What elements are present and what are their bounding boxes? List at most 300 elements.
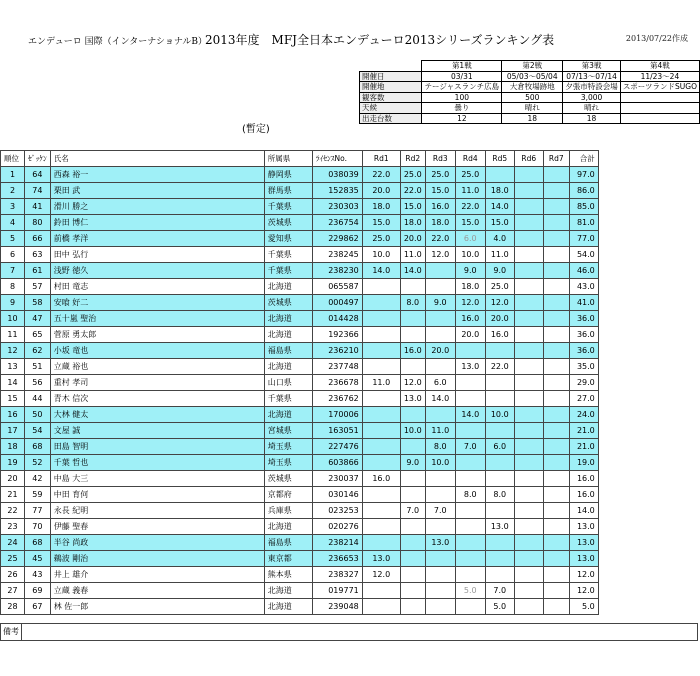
total-points-cell: 13.0 — [569, 551, 598, 567]
round-points-cell — [425, 599, 455, 615]
rider-name-cell: 鵜波 剛治 — [50, 551, 264, 567]
round-points-cell — [485, 535, 514, 551]
round-points-cell — [455, 567, 485, 583]
round-points-cell: 14.0 — [455, 407, 485, 423]
round-points-cell — [514, 391, 543, 407]
round-points-cell — [543, 327, 569, 343]
license-cell: 238230 — [312, 263, 362, 279]
event-info-row — [360, 71, 700, 82]
round-points-cell — [485, 503, 514, 519]
number-cell: 74 — [25, 183, 51, 199]
rank-cell: 5 — [1, 231, 25, 247]
rank-cell: 8 — [1, 279, 25, 295]
page-title: 2013年度 MFJ全日本エンデューロ2013シリーズランキング表 — [205, 33, 555, 47]
round-points-cell — [485, 375, 514, 391]
ranking-row — [1, 407, 599, 423]
round-points-cell — [400, 279, 425, 295]
round-points-cell — [514, 567, 543, 583]
round-points-cell — [485, 455, 514, 471]
prefecture-cell: 北海道 — [264, 519, 312, 535]
round-points-cell: 6.0 — [425, 375, 455, 391]
round-points-cell: 25.0 — [400, 167, 425, 183]
round-points-cell — [543, 343, 569, 359]
event-info-value — [620, 113, 699, 124]
ranking-row — [1, 535, 599, 551]
rank-cell: 18 — [1, 439, 25, 455]
round-points-cell: 20.0 — [425, 343, 455, 359]
round-col-header: Rd4 — [455, 151, 485, 167]
round-points-cell: 5.0 — [485, 599, 514, 615]
prefecture-cell: 北海道 — [264, 279, 312, 295]
event-round-header: 第2戦 — [502, 61, 563, 72]
prefecture-cell: 宮城県 — [264, 423, 312, 439]
round-points-cell — [362, 599, 400, 615]
license-cell: 603866 — [312, 455, 362, 471]
round-points-cell — [425, 279, 455, 295]
round-points-cell — [362, 487, 400, 503]
round-points-cell — [514, 359, 543, 375]
event-info-value: 曇り — [422, 103, 502, 114]
round-points-cell — [543, 199, 569, 215]
ranking-row — [1, 599, 599, 615]
number-cell: 67 — [25, 599, 51, 615]
round-points-cell — [400, 551, 425, 567]
license-cell: 236762 — [312, 391, 362, 407]
round-points-cell: 8.0 — [485, 487, 514, 503]
ranking-row — [1, 359, 599, 375]
license-cell: 000497 — [312, 295, 362, 311]
event-info-value: 500 — [502, 92, 563, 103]
round-points-cell: 9.0 — [485, 263, 514, 279]
round-points-cell: 9.0 — [400, 455, 425, 471]
round-points-cell: 20.0 — [362, 183, 400, 199]
round-points-cell — [514, 407, 543, 423]
round-points-cell — [455, 375, 485, 391]
round-points-cell — [514, 327, 543, 343]
license-cell: 227476 — [312, 439, 362, 455]
number-cell: 77 — [25, 503, 51, 519]
license-cell: 152835 — [312, 183, 362, 199]
event-info-table — [359, 60, 700, 124]
event-round-header: 第1戦 — [422, 61, 502, 72]
rank-cell: 6 — [1, 247, 25, 263]
prefecture-cell: 千葉県 — [264, 263, 312, 279]
round-points-cell — [400, 583, 425, 599]
ranking-row — [1, 279, 599, 295]
round-points-cell — [400, 471, 425, 487]
total-points-cell: 36.0 — [569, 327, 598, 343]
ranking-row — [1, 391, 599, 407]
event-info-value — [620, 103, 699, 114]
prefecture-cell: 埼玉県 — [264, 455, 312, 471]
remarks-box — [0, 623, 698, 641]
round-points-cell — [514, 295, 543, 311]
round-points-cell: 18.0 — [362, 199, 400, 215]
round-col-header: Rd5 — [485, 151, 514, 167]
total-points-cell: 21.0 — [569, 439, 598, 455]
round-points-cell: 13.0 — [362, 551, 400, 567]
round-points-cell — [425, 519, 455, 535]
ranking-row — [1, 583, 599, 599]
round-points-cell — [362, 535, 400, 551]
round-points-cell: 11.0 — [362, 375, 400, 391]
round-points-cell — [455, 455, 485, 471]
total-points-cell: 16.0 — [569, 487, 598, 503]
round-points-cell: 18.0 — [485, 183, 514, 199]
event-info-value: 18 — [502, 113, 563, 124]
ranking-row — [1, 519, 599, 535]
round-points-cell — [362, 455, 400, 471]
round-points-cell — [455, 519, 485, 535]
round-points-cell: 25.0 — [362, 231, 400, 247]
total-points-cell: 85.0 — [569, 199, 598, 215]
round-col-header: Rd2 — [400, 151, 425, 167]
round-points-cell — [514, 487, 543, 503]
round-points-cell: 11.0 — [400, 247, 425, 263]
rank-cell: 14 — [1, 375, 25, 391]
round-col-header: Rd1 — [362, 151, 400, 167]
round-points-cell: 13.0 — [455, 359, 485, 375]
round-points-cell: 13.0 — [425, 535, 455, 551]
round-points-cell — [455, 599, 485, 615]
total-points-cell: 35.0 — [569, 359, 598, 375]
provisional-label: (暫定) — [242, 124, 270, 135]
round-points-cell — [543, 247, 569, 263]
round-col-header: Rd7 — [543, 151, 569, 167]
rider-name-cell: 千葉 哲也 — [50, 455, 264, 471]
number-cell: 65 — [25, 327, 51, 343]
total-points-cell: 27.0 — [569, 391, 598, 407]
round-points-cell — [514, 311, 543, 327]
rank-cell: 4 — [1, 215, 25, 231]
event-round-header: 第4戦 — [620, 61, 699, 72]
number-cell: 45 — [25, 551, 51, 567]
rider-name-cell: 中島 大三 — [50, 471, 264, 487]
round-points-cell: 16.0 — [425, 199, 455, 215]
round-points-cell — [543, 295, 569, 311]
round-points-cell — [543, 375, 569, 391]
total-points-cell: 29.0 — [569, 375, 598, 391]
number-cell: 44 — [25, 391, 51, 407]
total-points-cell: 12.0 — [569, 583, 598, 599]
round-points-cell — [485, 391, 514, 407]
round-points-cell: 14.0 — [362, 263, 400, 279]
total-points-cell: 46.0 — [569, 263, 598, 279]
license-cell: 014428 — [312, 311, 362, 327]
round-points-cell: 15.0 — [400, 199, 425, 215]
event-info-value: 05/03～05/04 — [502, 71, 563, 82]
number-cell: 50 — [25, 407, 51, 423]
license-col-header: ﾗｲｾﾝｽNo. — [312, 151, 362, 167]
license-cell: 236653 — [312, 551, 362, 567]
event-info-value: 晴れ — [563, 103, 621, 114]
round-points-cell — [514, 343, 543, 359]
round-points-cell — [362, 279, 400, 295]
round-points-cell: 7.0 — [455, 439, 485, 455]
round-points-cell — [543, 391, 569, 407]
round-points-cell — [400, 599, 425, 615]
round-points-cell: 7.0 — [425, 503, 455, 519]
round-points-cell — [514, 519, 543, 535]
number-cell: 56 — [25, 375, 51, 391]
round-points-cell — [543, 519, 569, 535]
prefecture-cell: 熊本県 — [264, 567, 312, 583]
ranking-row — [1, 295, 599, 311]
prefecture-cell: 茨城県 — [264, 295, 312, 311]
round-points-cell: 15.0 — [455, 215, 485, 231]
round-points-cell — [543, 439, 569, 455]
round-points-cell: 13.0 — [485, 519, 514, 535]
round-points-cell — [400, 359, 425, 375]
prefecture-cell: 千葉県 — [264, 199, 312, 215]
category-label: エンデューロ 国際（インターナショナルB） — [28, 37, 208, 47]
round-points-cell — [543, 471, 569, 487]
prefecture-cell: 北海道 — [264, 583, 312, 599]
event-round-row — [360, 61, 700, 72]
prefecture-cell: 山口県 — [264, 375, 312, 391]
rank-cell: 7 — [1, 263, 25, 279]
number-cell: 52 — [25, 455, 51, 471]
number-cell: 62 — [25, 343, 51, 359]
license-cell: 030146 — [312, 487, 362, 503]
ranking-row — [1, 311, 599, 327]
rider-name-cell: 文屋 誠 — [50, 423, 264, 439]
round-points-cell: 14.0 — [485, 199, 514, 215]
rider-name-cell: 大林 健太 — [50, 407, 264, 423]
round-points-cell — [543, 455, 569, 471]
round-points-cell — [543, 551, 569, 567]
rider-name-cell: 永長 紀明 — [50, 503, 264, 519]
round-points-cell — [543, 407, 569, 423]
name-col-header: 氏名 — [50, 151, 264, 167]
license-cell: 239048 — [312, 599, 362, 615]
round-points-cell — [362, 439, 400, 455]
round-points-cell — [455, 535, 485, 551]
number-cell: 63 — [25, 247, 51, 263]
round-points-cell — [400, 327, 425, 343]
prefecture-cell: 京都府 — [264, 487, 312, 503]
round-points-cell: 16.0 — [362, 471, 400, 487]
rider-name-cell: 青木 信次 — [50, 391, 264, 407]
ranking-row — [1, 375, 599, 391]
round-points-cell — [514, 455, 543, 471]
round-points-cell — [485, 471, 514, 487]
round-points-cell: 6.0 — [485, 439, 514, 455]
event-info-value — [620, 92, 699, 103]
total-points-cell: 24.0 — [569, 407, 598, 423]
rider-name-cell: 小坂 竜也 — [50, 343, 264, 359]
license-cell: 236754 — [312, 215, 362, 231]
round-points-cell — [543, 215, 569, 231]
round-points-cell: 8.0 — [400, 295, 425, 311]
ranking-row — [1, 455, 599, 471]
round-points-cell — [514, 167, 543, 183]
ranking-row — [1, 263, 599, 279]
round-points-cell: 20.0 — [485, 311, 514, 327]
number-cell: 61 — [25, 263, 51, 279]
round-points-cell — [514, 279, 543, 295]
number-cell: 59 — [25, 487, 51, 503]
prefecture-cell: 北海道 — [264, 359, 312, 375]
ranking-row — [1, 503, 599, 519]
round-points-cell: 10.0 — [425, 455, 455, 471]
round-points-cell — [514, 199, 543, 215]
license-cell: 065587 — [312, 279, 362, 295]
round-points-cell: 10.0 — [455, 247, 485, 263]
round-points-cell: 16.0 — [455, 311, 485, 327]
round-points-cell: 20.0 — [455, 327, 485, 343]
license-cell: 236210 — [312, 343, 362, 359]
event-info-label: 天候 — [360, 103, 422, 114]
round-points-cell — [485, 551, 514, 567]
license-cell: 023253 — [312, 503, 362, 519]
ranking-row — [1, 423, 599, 439]
round-points-cell — [362, 503, 400, 519]
rider-name-cell: 井上 雄介 — [50, 567, 264, 583]
rank-cell: 23 — [1, 519, 25, 535]
rider-name-cell: 中田 育何 — [50, 487, 264, 503]
total-points-cell: 77.0 — [569, 231, 598, 247]
round-points-cell: 10.0 — [400, 423, 425, 439]
round-points-cell: 6.0 — [455, 231, 485, 247]
ranking-row — [1, 215, 599, 231]
round-points-cell: 8.0 — [455, 487, 485, 503]
round-points-cell: 22.0 — [400, 183, 425, 199]
license-cell: 229862 — [312, 231, 362, 247]
rank-cell: 1 — [1, 167, 25, 183]
ranking-table — [0, 150, 599, 615]
round-points-cell — [514, 535, 543, 551]
number-cell: 68 — [25, 439, 51, 455]
prefecture-cell: 茨城県 — [264, 215, 312, 231]
round-points-cell: 14.0 — [400, 263, 425, 279]
round-points-cell — [400, 439, 425, 455]
rider-name-cell: 滑川 勝之 — [50, 199, 264, 215]
number-cell: 68 — [25, 535, 51, 551]
total-points-cell: 36.0 — [569, 343, 598, 359]
round-points-cell: 7.0 — [485, 583, 514, 599]
total-points-cell: 81.0 — [569, 215, 598, 231]
round-points-cell — [543, 311, 569, 327]
number-cell: 51 — [25, 359, 51, 375]
prefecture-cell: 福島県 — [264, 535, 312, 551]
round-points-cell — [425, 327, 455, 343]
round-points-cell: 4.0 — [485, 231, 514, 247]
round-points-cell — [514, 183, 543, 199]
total-points-cell: 16.0 — [569, 471, 598, 487]
total-points-cell: 41.0 — [569, 295, 598, 311]
rank-cell: 11 — [1, 327, 25, 343]
rank-cell: 24 — [1, 535, 25, 551]
number-col-header: ｾﾞｯｹﾝ — [25, 151, 51, 167]
round-col-header: Rd3 — [425, 151, 455, 167]
round-points-cell: 15.0 — [362, 215, 400, 231]
license-cell: 238327 — [312, 567, 362, 583]
license-cell: 237748 — [312, 359, 362, 375]
round-points-cell: 15.0 — [485, 215, 514, 231]
rider-name-cell: 林 佐一郎 — [50, 599, 264, 615]
rider-name-cell: 西森 裕一 — [50, 167, 264, 183]
ranking-row — [1, 471, 599, 487]
event-info-label: 開催日 — [360, 71, 422, 82]
event-info-value: テージャスランチ広島 — [422, 82, 502, 93]
prefecture-cell: 静岡県 — [264, 167, 312, 183]
round-points-cell — [543, 599, 569, 615]
rank-cell: 27 — [1, 583, 25, 599]
rank-cell: 12 — [1, 343, 25, 359]
rider-name-cell: 立蔵 裕也 — [50, 359, 264, 375]
round-points-cell: 5.0 — [455, 583, 485, 599]
rank-cell: 28 — [1, 599, 25, 615]
round-points-cell — [425, 583, 455, 599]
round-points-cell: 15.0 — [425, 183, 455, 199]
round-points-cell — [425, 359, 455, 375]
prefecture-cell: 福島県 — [264, 343, 312, 359]
round-points-cell: 14.0 — [425, 391, 455, 407]
round-points-cell — [514, 551, 543, 567]
total-points-cell: 13.0 — [569, 535, 598, 551]
rank-cell: 15 — [1, 391, 25, 407]
round-points-cell: 16.0 — [400, 343, 425, 359]
round-points-cell: 22.0 — [455, 199, 485, 215]
round-points-cell — [543, 167, 569, 183]
round-points-cell — [362, 583, 400, 599]
round-points-cell — [400, 407, 425, 423]
prefecture-cell: 北海道 — [264, 407, 312, 423]
ranking-row — [1, 343, 599, 359]
rank-col-header: 順位 — [1, 151, 25, 167]
round-points-cell: 20.0 — [400, 231, 425, 247]
created-date: 2013/07/22作成 — [625, 34, 688, 43]
round-points-cell: 18.0 — [455, 279, 485, 295]
round-points-cell — [400, 535, 425, 551]
round-points-cell: 22.0 — [362, 167, 400, 183]
event-info-value: 18 — [563, 113, 621, 124]
number-cell: 41 — [25, 199, 51, 215]
event-info-row — [360, 113, 700, 124]
rank-cell: 26 — [1, 567, 25, 583]
ranking-row — [1, 183, 599, 199]
round-points-cell — [514, 423, 543, 439]
round-points-cell — [425, 263, 455, 279]
round-points-cell — [543, 567, 569, 583]
round-points-cell — [514, 599, 543, 615]
round-points-cell — [362, 327, 400, 343]
event-info-row — [360, 92, 700, 103]
rider-name-cell: 田島 智明 — [50, 439, 264, 455]
ranking-row — [1, 167, 599, 183]
ranking-row — [1, 327, 599, 343]
rider-name-cell: 半谷 尚政 — [50, 535, 264, 551]
number-cell: 58 — [25, 295, 51, 311]
event-info-label: 観客数 — [360, 92, 422, 103]
event-info-value: 大倉牧場跡地 — [502, 82, 563, 93]
round-points-cell — [514, 439, 543, 455]
event-info-row — [360, 103, 700, 114]
prefecture-cell: 東京都 — [264, 551, 312, 567]
total-points-cell: 21.0 — [569, 423, 598, 439]
license-cell: 230303 — [312, 199, 362, 215]
round-points-cell: 12.0 — [362, 567, 400, 583]
prefecture-cell: 群馬県 — [264, 183, 312, 199]
round-points-cell: 22.0 — [425, 231, 455, 247]
rank-cell: 22 — [1, 503, 25, 519]
round-points-cell: 18.0 — [400, 215, 425, 231]
round-points-cell — [543, 183, 569, 199]
rank-cell: 16 — [1, 407, 25, 423]
round-points-cell — [425, 471, 455, 487]
rider-name-cell: 菅原 勇太郎 — [50, 327, 264, 343]
